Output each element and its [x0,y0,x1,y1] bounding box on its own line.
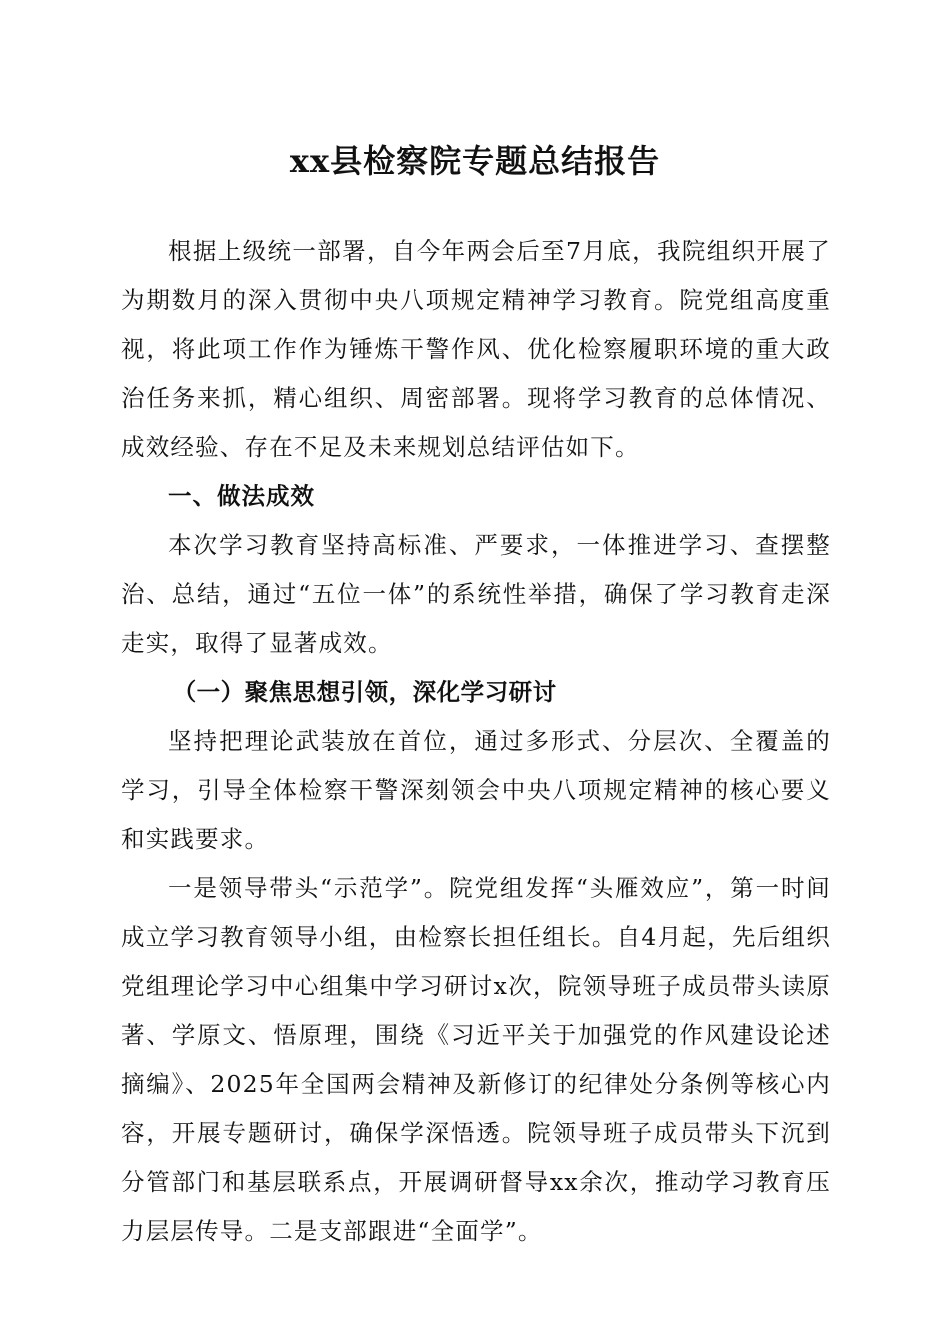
detail-paragraph: 一是领导带头“示范学”。院党组发挥“头雁效应”，第一时间成立学习教育领导小组，由检察长担任组长。自4月起，先后组织党组理论学习中心组集中学习研讨x次，院领导班子成员带头读原著、学原文、悟原理，围绕《习近平关于加强党的作风建设论述摘编》、2025年全国两会精神及新修订的纪律处分条例等核心内容，开展专题研讨，确保学深悟透。院领导班子成员带头下沉到分管部门和基层联系点，开展调研督导xx余次，推动学习教育压力层层传导。二是支部跟进“全面学”。 [121,874,831,1245]
document-title: xx县检察院专题总结报告 [289,142,661,180]
intro-paragraph: 根据上级统一部署，自今年两会后至7月底，我院组织开展了为期数月的深入贯彻中央八项规定精神学习教育。院党组高度重视，将此项工作作为锤炼干警作风、优化检察履职环境的重大政治任务来抓，精心组织、周密部署。现将学习教育的总体情况、成效经验、存在不足及未来规划总结评估如下。 [121,237,831,461]
subsection-intro-paragraph: 坚持把理论武装放在首位，通过多形式、分层次、全覆盖的学习，引导全体检察干警深刻领会中央八项规定精神的核心要义和实践要求。 [121,727,831,853]
subsection-heading-1: （一）聚焦思想引领，深化学习研讨 [172,678,557,706]
section-heading-1: 一、做法成效 [168,482,315,510]
section-summary-paragraph: 本次学习教育坚持高标准、严要求，一体推进学习、查摆整治、总结，通过“五位一体”的系统性举措，确保了学习教育走深走实，取得了显著成效。 [121,531,831,657]
document-body [121,227,831,1256]
